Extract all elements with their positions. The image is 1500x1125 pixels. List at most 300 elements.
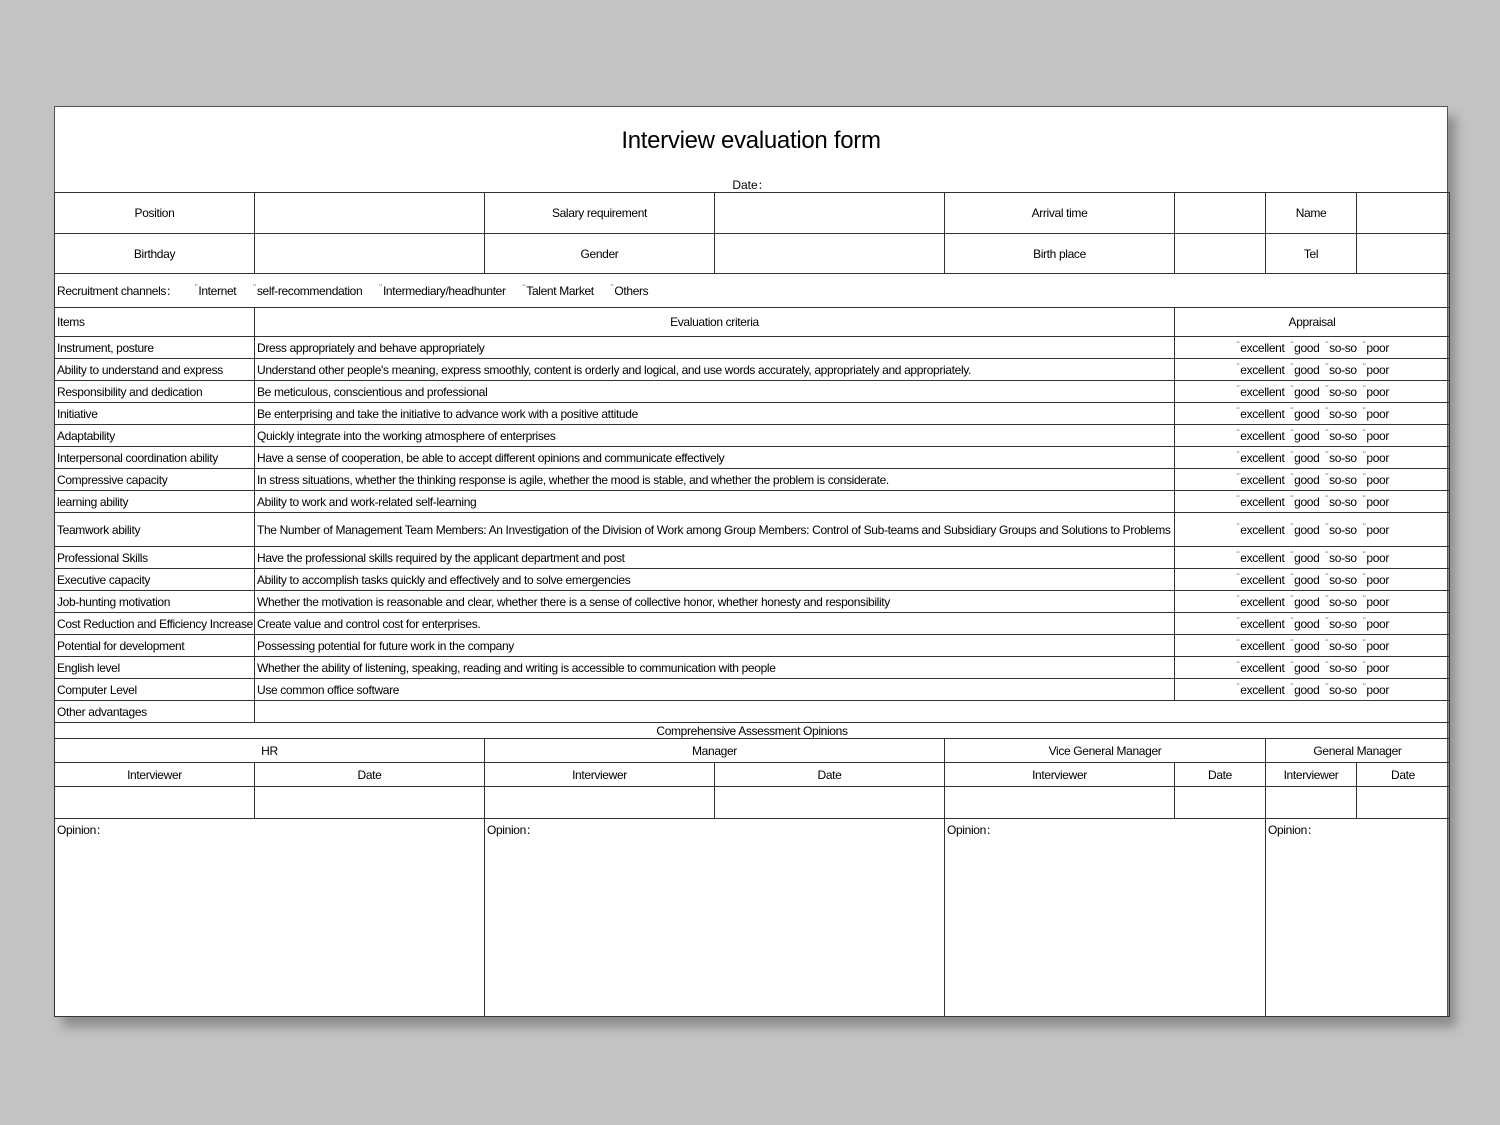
appraisal-option-label: poor	[1366, 473, 1389, 487]
tel-field[interactable]	[1357, 234, 1450, 274]
eval-appraisal-cell	[1175, 591, 1450, 613]
checkbox-icon: ¨	[1236, 594, 1240, 604]
eval-item-label: English level	[55, 657, 255, 679]
appraisal-option-label: good	[1294, 495, 1320, 509]
checkbox-icon: ¨	[1325, 472, 1329, 482]
appraisal-option-label: good	[1294, 595, 1320, 609]
eval-row	[55, 679, 1450, 701]
appraisal-option-label: so-so	[1329, 551, 1357, 565]
manager-opinion-field[interactable]	[485, 819, 945, 1017]
group-manager: Manager	[485, 739, 945, 763]
appraisal-option-excellent[interactable]	[1237, 639, 1285, 653]
appraisal-option-excellent[interactable]	[1237, 363, 1285, 377]
checkbox-icon: ¨	[194, 283, 198, 293]
position-field[interactable]	[255, 193, 485, 234]
eval-appraisal-cell	[1175, 635, 1450, 657]
checkbox-icon: ¨	[610, 283, 614, 293]
checkbox-icon: ¨	[1290, 362, 1294, 372]
appraisal-option-label: good	[1294, 617, 1320, 631]
appraisal-option-label: good	[1294, 407, 1320, 421]
eval-criteria-text: Understand other people's meaning, express smoothly, content is orderly and logical, and use words accurately, appropriately and appropriately.	[255, 359, 1175, 381]
checkbox-icon: ¨	[1236, 450, 1240, 460]
eval-appraisal-cell	[1175, 679, 1450, 701]
eval-item-label: Adaptability	[55, 425, 255, 447]
appraisal-option-excellent[interactable]	[1237, 341, 1285, 355]
birth-place-field[interactable]	[1175, 234, 1266, 274]
appraisal-option-good[interactable]	[1291, 551, 1320, 565]
appraisal-option-label: good	[1294, 683, 1320, 697]
eval-item-label: Interpersonal coordination ability	[55, 447, 255, 469]
checkbox-icon: ¨	[1236, 616, 1240, 626]
assessment-title: Comprehensive Assessment Opinions	[55, 723, 1450, 739]
appraisal-option-label: good	[1294, 363, 1320, 377]
checkbox-icon: ¨	[1290, 450, 1294, 460]
checkbox-icon: ¨	[1236, 494, 1240, 504]
eval-criteria-text: The Number of Management Team Members: An Investigation of the Division of Work among Group Members: Control of Sub-teams and Subsidiary Groups and Solutions to Problems	[255, 513, 1175, 547]
info-row-2	[55, 234, 1450, 274]
eval-appraisal-cell	[1175, 337, 1450, 359]
appraisal-option-poor[interactable]	[1363, 451, 1389, 465]
eval-item-label: Ability to understand and express	[55, 359, 255, 381]
checkbox-icon: ¨	[1236, 572, 1240, 582]
salary-label: Salary requirement	[485, 193, 715, 234]
eval-appraisal-cell	[1175, 657, 1450, 679]
eval-criteria-text: Whether the ability of listening, speaking, reading and writing is accessible to communication with people	[255, 657, 1175, 679]
appraisal-option-good[interactable]	[1291, 639, 1320, 653]
appraisal-option-so-so[interactable]	[1325, 451, 1356, 465]
checkbox-icon: ¨	[1325, 682, 1329, 692]
gm-interviewer-field[interactable]	[1266, 787, 1357, 819]
vgm-interviewer-label: Interviewer	[945, 763, 1175, 787]
manager-date-field[interactable]	[715, 787, 945, 819]
items-header: Items	[55, 308, 255, 337]
appraisal-option-so-so[interactable]	[1325, 495, 1356, 509]
appraisal-option-label: so-so	[1329, 523, 1357, 537]
appraisal-option-excellent[interactable]	[1237, 661, 1285, 675]
assessment-fields-row	[55, 787, 1450, 819]
appraisal-option-so-so[interactable]	[1325, 683, 1356, 697]
appraisal-option-good[interactable]	[1291, 617, 1320, 631]
checkbox-icon: ¨	[1362, 362, 1366, 372]
checkbox-icon: ¨	[1290, 384, 1294, 394]
appraisal-option-so-so[interactable]	[1325, 341, 1356, 355]
checkbox-icon: ¨	[1236, 522, 1240, 532]
eval-row	[55, 657, 1450, 679]
appraisal-option-label: so-so	[1329, 595, 1357, 609]
appraisal-option-good[interactable]	[1291, 683, 1320, 697]
channel-option-self-recommendation[interactable]	[253, 284, 362, 298]
eval-appraisal-cell	[1175, 613, 1450, 635]
channel-option-label: Internet	[198, 284, 237, 298]
appraisal-option-poor[interactable]	[1363, 341, 1389, 355]
appraisal-option-so-so[interactable]	[1325, 617, 1356, 631]
appraisal-option-label: good	[1294, 385, 1320, 399]
appraisal-option-label: excellent	[1240, 473, 1285, 487]
gm-date-label: Date	[1357, 763, 1450, 787]
checkbox-icon: ¨	[1290, 494, 1294, 504]
tel-label: Tel	[1266, 234, 1357, 274]
other-advantages-field[interactable]	[255, 701, 1450, 723]
channel-option-label: Talent Market	[526, 284, 594, 298]
appraisal-option-poor[interactable]	[1363, 523, 1389, 537]
channel-option-headhunter[interactable]	[379, 284, 505, 298]
eval-item-label: Teamwork ability	[55, 513, 255, 547]
appraisal-option-label: poor	[1366, 385, 1389, 399]
checkbox-icon: ¨	[1325, 594, 1329, 604]
checkbox-icon: ¨	[1362, 572, 1366, 582]
appraisal-option-label: poor	[1366, 661, 1389, 675]
gm-opinion-label: Opinion：	[1268, 823, 1319, 837]
appraisal-header: Appraisal	[1175, 308, 1450, 337]
checkbox-icon: ¨	[1236, 428, 1240, 438]
checkbox-icon: ¨	[1362, 340, 1366, 350]
appraisal-option-label: excellent	[1240, 551, 1285, 565]
hr-opinion-label: Opinion：	[57, 823, 108, 837]
checkbox-icon: ¨	[1362, 522, 1366, 532]
appraisal-option-good[interactable]	[1291, 661, 1320, 675]
checkbox-icon: ¨	[1325, 522, 1329, 532]
appraisal-option-poor[interactable]	[1363, 661, 1389, 675]
checkbox-icon: ¨	[1325, 572, 1329, 582]
eval-row	[55, 613, 1450, 635]
eval-row	[55, 403, 1450, 425]
hr-interviewer-label: Interviewer	[55, 763, 255, 787]
appraisal-option-excellent[interactable]	[1237, 473, 1285, 487]
appraisal-option-poor[interactable]	[1363, 573, 1389, 587]
checkbox-icon: ¨	[1236, 682, 1240, 692]
arrival-field[interactable]	[1175, 193, 1266, 234]
checkbox-icon: ¨	[1236, 362, 1240, 372]
checkbox-icon: ¨	[1290, 472, 1294, 482]
group-vice-general-manager: Vice General Manager	[945, 739, 1266, 763]
gender-label: Gender	[485, 234, 715, 274]
eval-appraisal-cell	[1175, 469, 1450, 491]
checkbox-icon: ¨	[1290, 522, 1294, 532]
eval-criteria-text: Be meticulous, conscientious and professional	[255, 381, 1175, 403]
appraisal-option-label: poor	[1366, 407, 1389, 421]
eval-criteria-text: Quickly integrate into the working atmosphere of enterprises	[255, 425, 1175, 447]
appraisal-option-label: excellent	[1240, 661, 1285, 675]
appraisal-option-label: poor	[1366, 429, 1389, 443]
appraisal-option-label: excellent	[1240, 341, 1285, 355]
appraisal-option-label: so-so	[1329, 341, 1357, 355]
eval-criteria-text: In stress situations, whether the thinking response is agile, whether the mood is stable, and whether the problem is considerate.	[255, 469, 1175, 491]
name-label: Name	[1266, 193, 1357, 234]
eval-item-label: Compressive capacity	[55, 469, 255, 491]
form-title: Interview evaluation form	[621, 127, 881, 154]
checkbox-icon: ¨	[1325, 616, 1329, 626]
group-hr: HR	[55, 739, 485, 763]
channel-option-label: self-recommendation	[256, 284, 363, 298]
eval-criteria-text: Ability to accomplish tasks quickly and effectively and to solve emergencies	[255, 569, 1175, 591]
checkbox-icon: ¨	[1325, 450, 1329, 460]
eval-row	[55, 547, 1450, 569]
channel-option-label: Others	[614, 284, 649, 298]
appraisal-option-poor[interactable]	[1363, 385, 1389, 399]
appraisal-option-so-so[interactable]	[1325, 523, 1356, 537]
checkbox-icon: ¨	[1325, 638, 1329, 648]
appraisal-option-so-so[interactable]	[1325, 407, 1356, 421]
appraisal-option-good[interactable]	[1291, 495, 1320, 509]
checkbox-icon: ¨	[1236, 340, 1240, 350]
channel-option-label: Intermediary/headhunter	[382, 284, 506, 298]
eval-item-label: learning ability	[55, 491, 255, 513]
eval-row	[55, 425, 1450, 447]
checkbox-icon: ¨	[1325, 406, 1329, 416]
gm-opinion-field[interactable]	[1266, 819, 1450, 1017]
channel-option-talent-market[interactable]	[523, 284, 594, 298]
channel-option-others[interactable]	[611, 284, 649, 298]
checkbox-icon: ¨	[1325, 428, 1329, 438]
salary-field[interactable]	[715, 193, 945, 234]
checkbox-icon: ¨	[1362, 384, 1366, 394]
channels-row	[55, 274, 1450, 308]
appraisal-option-poor[interactable]	[1363, 407, 1389, 421]
appraisal-option-good[interactable]	[1291, 451, 1320, 465]
eval-row	[55, 359, 1450, 381]
appraisal-option-label: so-so	[1329, 661, 1357, 675]
eval-item-label: Job-hunting motivation	[55, 591, 255, 613]
eval-row	[55, 381, 1450, 403]
eval-item-label: Instrument, posture	[55, 337, 255, 359]
appraisal-option-excellent[interactable]	[1237, 407, 1285, 421]
checkbox-icon: ¨	[1362, 682, 1366, 692]
appraisal-option-label: excellent	[1240, 385, 1285, 399]
eval-item-label: Computer Level	[55, 679, 255, 701]
manager-opinion-label: Opinion：	[487, 823, 538, 837]
appraisal-option-good[interactable]	[1291, 523, 1320, 537]
eval-item-label: Potential for development	[55, 635, 255, 657]
checkbox-icon: ¨	[1325, 494, 1329, 504]
appraisal-option-label: so-so	[1329, 495, 1357, 509]
appraisal-option-good[interactable]	[1291, 385, 1320, 399]
checkbox-icon: ¨	[522, 283, 526, 293]
appraisal-option-good[interactable]	[1291, 341, 1320, 355]
checkbox-icon: ¨	[379, 283, 382, 293]
vgm-interviewer-field[interactable]	[945, 787, 1175, 819]
appraisal-option-label: excellent	[1240, 407, 1285, 421]
eval-item-label: Responsibility and dedication	[55, 381, 255, 403]
checkbox-icon: ¨	[1362, 406, 1366, 416]
appraisal-option-label: so-so	[1329, 363, 1357, 377]
checkbox-icon: ¨	[1290, 428, 1294, 438]
appraisal-option-excellent[interactable]	[1237, 385, 1285, 399]
appraisal-option-poor[interactable]	[1363, 473, 1389, 487]
eval-item-label: Professional Skills	[55, 547, 255, 569]
gm-date-field[interactable]	[1357, 787, 1450, 819]
gender-field[interactable]	[715, 234, 945, 274]
appraisal-option-poor[interactable]	[1363, 639, 1389, 653]
appraisal-option-label: poor	[1366, 639, 1389, 653]
eval-criteria-text: Have the professional skills required by the applicant department and post	[255, 547, 1175, 569]
eval-item-label: Cost Reduction and Efficiency Increase	[55, 613, 255, 635]
checkbox-icon: ¨	[1290, 340, 1294, 350]
manager-interviewer-label: Interviewer	[485, 763, 715, 787]
appraisal-option-poor[interactable]	[1363, 683, 1389, 697]
appraisal-option-so-so[interactable]	[1325, 595, 1356, 609]
eval-row	[55, 635, 1450, 657]
checkbox-icon: ¨	[1290, 682, 1294, 692]
checkbox-icon: ¨	[1325, 384, 1329, 394]
appraisal-option-label: so-so	[1329, 385, 1357, 399]
checkbox-icon: ¨	[1290, 660, 1294, 670]
eval-criteria-text: Have a sense of cooperation, be able to accept different opinions and communicate effectively	[255, 447, 1175, 469]
checkbox-icon: ¨	[1236, 472, 1240, 482]
appraisal-option-label: poor	[1366, 451, 1389, 465]
appraisal-option-label: excellent	[1240, 523, 1285, 537]
appraisal-option-excellent[interactable]	[1237, 595, 1285, 609]
appraisal-option-good[interactable]	[1291, 473, 1320, 487]
appraisal-option-excellent[interactable]	[1237, 617, 1285, 631]
eval-criteria-text: Ability to work and work-related self-learning	[255, 491, 1175, 513]
hr-opinion-field[interactable]	[55, 819, 485, 1017]
eval-row	[55, 569, 1450, 591]
eval-appraisal-cell	[1175, 403, 1450, 425]
eval-appraisal-cell	[1175, 447, 1450, 469]
opinion-row	[55, 819, 1450, 1017]
appraisal-option-label: excellent	[1240, 495, 1285, 509]
info-row-1	[55, 193, 1450, 234]
eval-item-label: Initiative	[55, 403, 255, 425]
appraisal-option-excellent[interactable]	[1237, 683, 1285, 697]
appraisal-option-good[interactable]	[1291, 429, 1320, 443]
vgm-date-field[interactable]	[1175, 787, 1266, 819]
eval-criteria-text: Be enterprising and take the initiative to advance work with a positive attitude	[255, 403, 1175, 425]
eval-item-label: Executive capacity	[55, 569, 255, 591]
appraisal-option-poor[interactable]	[1363, 551, 1389, 565]
appraisal-option-poor[interactable]	[1363, 363, 1389, 377]
checkbox-icon: ¨	[1290, 594, 1294, 604]
eval-criteria-text: Dress appropriately and behave appropriately	[255, 337, 1175, 359]
form-date-label: Date：	[732, 178, 770, 192]
checkbox-icon: ¨	[1362, 594, 1366, 604]
appraisal-option-poor[interactable]	[1363, 495, 1389, 509]
eval-appraisal-cell	[1175, 569, 1450, 591]
eval-criteria-text: Whether the motivation is reasonable and clear, whether there is a sense of collective honor, whether honesty and responsibility	[255, 591, 1175, 613]
appraisal-option-excellent[interactable]	[1237, 573, 1285, 587]
checkbox-icon: ¨	[1362, 428, 1366, 438]
checkbox-icon: ¨	[1236, 550, 1240, 560]
manager-interviewer-field[interactable]	[485, 787, 715, 819]
appraisal-option-so-so[interactable]	[1325, 573, 1356, 587]
appraisal-option-label: good	[1294, 661, 1320, 675]
eval-header-row	[55, 308, 1450, 337]
eval-row	[55, 447, 1450, 469]
appraisal-option-label: excellent	[1240, 363, 1285, 377]
appraisal-option-so-so[interactable]	[1325, 385, 1356, 399]
vgm-opinion-field[interactable]	[945, 819, 1266, 1017]
appraisal-option-label: so-so	[1329, 617, 1357, 631]
appraisal-option-label: good	[1294, 523, 1320, 537]
assessment-title-row	[55, 723, 1450, 739]
appraisal-option-so-so[interactable]	[1325, 473, 1356, 487]
appraisal-option-label: excellent	[1240, 639, 1285, 653]
checkbox-icon: ¨	[1362, 494, 1366, 504]
appraisal-option-so-so[interactable]	[1325, 429, 1356, 443]
appraisal-option-label: good	[1294, 551, 1320, 565]
appraisal-option-poor[interactable]	[1363, 595, 1389, 609]
name-field[interactable]	[1357, 193, 1450, 234]
checkbox-icon: ¨	[1362, 616, 1366, 626]
appraisal-option-good[interactable]	[1291, 363, 1320, 377]
appraisal-option-label: poor	[1366, 617, 1389, 631]
appraisal-option-label: poor	[1366, 551, 1389, 565]
checkbox-icon: ¨	[1325, 660, 1329, 670]
appraisal-option-excellent[interactable]	[1237, 551, 1285, 565]
appraisal-option-label: so-so	[1329, 451, 1357, 465]
channel-option-internet[interactable]	[195, 284, 237, 298]
appraisal-option-excellent[interactable]	[1237, 429, 1285, 443]
eval-criteria-text: Use common office software	[255, 679, 1175, 701]
appraisal-option-label: so-so	[1329, 429, 1357, 443]
vgm-date-label: Date	[1175, 763, 1266, 787]
appraisal-option-label: good	[1294, 341, 1320, 355]
appraisal-option-excellent[interactable]	[1237, 495, 1285, 509]
appraisal-option-label: so-so	[1329, 639, 1357, 653]
appraisal-option-label: excellent	[1240, 683, 1285, 697]
appraisal-option-good[interactable]	[1291, 573, 1320, 587]
vgm-opinion-label: Opinion：	[947, 823, 998, 837]
appraisal-option-label: good	[1294, 451, 1320, 465]
evaluation-table	[54, 192, 1450, 1017]
eval-appraisal-cell	[1175, 547, 1450, 569]
appraisal-option-label: so-so	[1329, 683, 1357, 697]
appraisal-option-label: excellent	[1240, 429, 1285, 443]
arrival-label: Arrival time	[945, 193, 1175, 234]
hr-date-field[interactable]	[255, 787, 485, 819]
eval-row	[55, 469, 1450, 491]
eval-appraisal-cell	[1175, 381, 1450, 403]
evaluation-form-sheet	[54, 106, 1448, 1017]
checkbox-icon: ¨	[1325, 340, 1329, 350]
checkbox-icon: ¨	[253, 283, 256, 293]
appraisal-option-label: poor	[1366, 573, 1389, 587]
appraisal-option-so-so[interactable]	[1325, 661, 1356, 675]
hr-date-label: Date	[255, 763, 485, 787]
appraisal-option-so-so[interactable]	[1325, 551, 1356, 565]
checkbox-icon: ¨	[1325, 550, 1329, 560]
assessment-subheader-row	[55, 763, 1450, 787]
appraisal-option-label: poor	[1366, 683, 1389, 697]
eval-appraisal-cell	[1175, 359, 1450, 381]
appraisal-option-so-so[interactable]	[1325, 363, 1356, 377]
checkbox-icon: ¨	[1236, 660, 1240, 670]
birthday-field[interactable]	[255, 234, 485, 274]
other-advantages-label: Other advantages	[55, 701, 255, 723]
eval-appraisal-cell	[1175, 425, 1450, 447]
eval-row	[55, 491, 1450, 513]
appraisal-option-excellent[interactable]	[1237, 523, 1285, 537]
appraisal-option-label: poor	[1366, 363, 1389, 377]
eval-row	[55, 337, 1450, 359]
eval-row	[55, 591, 1450, 613]
checkbox-icon: ¨	[1290, 572, 1294, 582]
appraisal-option-poor[interactable]	[1363, 429, 1389, 443]
hr-interviewer-field[interactable]	[55, 787, 255, 819]
appraisal-option-so-so[interactable]	[1325, 639, 1356, 653]
appraisal-option-label: poor	[1366, 495, 1389, 509]
appraisal-option-excellent[interactable]	[1237, 451, 1285, 465]
appraisal-option-poor[interactable]	[1363, 617, 1389, 631]
manager-date-label: Date	[715, 763, 945, 787]
checkbox-icon: ¨	[1290, 406, 1294, 416]
birth-place-label: Birth place	[945, 234, 1175, 274]
appraisal-option-good[interactable]	[1291, 407, 1320, 421]
appraisal-option-good[interactable]	[1291, 595, 1320, 609]
appraisal-option-label: good	[1294, 639, 1320, 653]
birthday-label: Birthday	[55, 234, 255, 274]
appraisal-option-label: so-so	[1329, 573, 1357, 587]
